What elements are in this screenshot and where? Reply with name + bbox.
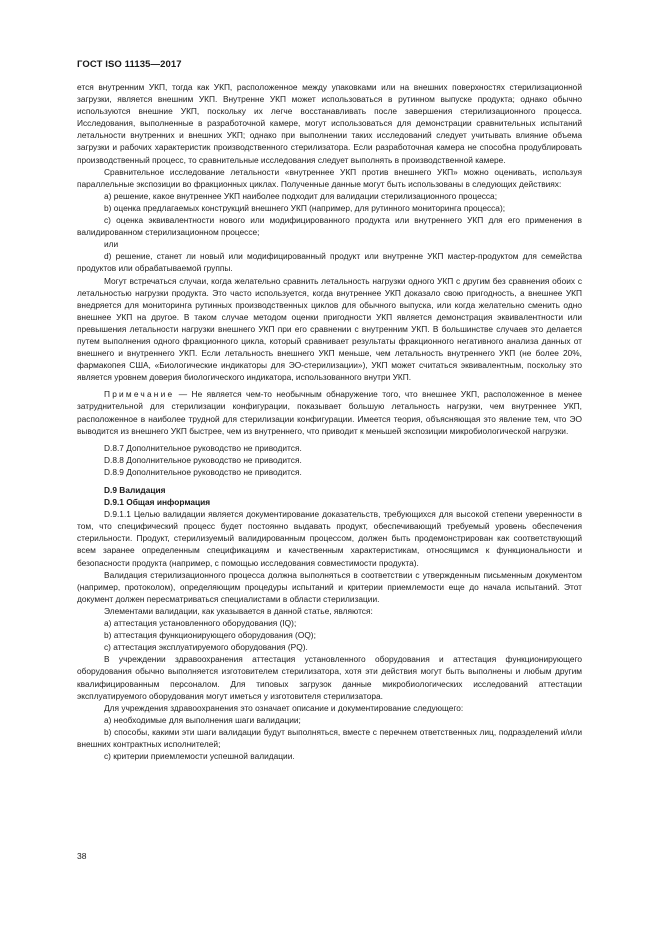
section-line: D.8.9 Дополнительное руководство не приводится.	[104, 466, 302, 477]
paragraph: ется внутренним УКП, тогда как УКП, расположенное между упаковками или на внешних поверхностях стерилизационной загрузки, является внешним УКП. Внутренне УКП может использоваться в рутинном выпуске продукта; однако обычно используются внешние УКП, поскольку их легче восстанавливать после завершения стерилизационного процесса. Исследования, выполненные в разработочной камере, могут использоваться для демонстрации сравнительных испытаний летальности внутренних и внешних УКП; однако при выполнении таких исследований следует учитывать влияние объема загрузки и рабочих характеристик производственного стерилизатора. Если разработочная камера не способна продублировать производственный процесс, то сравнительные исследования следует выполнять в производственной камере.	[77, 82, 582, 165]
page-number: 38	[77, 851, 87, 861]
list-connector: или	[104, 239, 119, 250]
list-item: b) способы, какими эти шаги валидации будут выполняться, вместе с перечнем ответственных лиц, подразделений и/или внешних контрактных исполнителей;	[77, 726, 582, 749]
list-item: c) аттестация эксплуатируемого оборудования (PQ).	[104, 642, 308, 653]
section-line: D.8.8 Дополнительное руководство не приводится.	[104, 454, 302, 465]
list-item: c) критерии приемлемости успешной валидации.	[104, 751, 295, 762]
subsection-heading: D.9.1 Общая информация	[104, 497, 211, 508]
list-item: a) аттестация установленного оборудования (IQ);	[104, 618, 297, 629]
document-header: ГОСТ ISO 11135—2017	[77, 59, 182, 70]
paragraph: Для учреждения здравоохранения это означает описание и документирование следующего:	[104, 702, 464, 713]
paragraph: В учреждении здравоохранения аттестация установленного оборудования и аттестация функционирующего оборудования обычно выполняется изготовителем стерилизатора, хотя эти действия могут быть выполнены и любым другим квалифицированным персоналом. Для типовых загрузок данные микробиологических исследований аттестации эксплуатируемого оборудования могут иметься у изготовителя стерилизатора.	[77, 654, 582, 701]
page-content	[77, 81, 582, 762]
paragraph: Валидация стерилизационного процесса должна выполняться в соответствии с утвержденным письменным документом (например, протоколом), определяющим процедуры испытаний и критерии приемлемости еще до начала испытаний. Этот документ должен пересматриваться специалистами в области стерилизации.	[77, 569, 582, 604]
list-item: a) необходимые для выполнения шаги валидации;	[104, 714, 301, 725]
paragraph: Элементами валидации, как указывается в данной статье, являются:	[104, 605, 373, 616]
paragraph: D.9.1.1 Целью валидации является документирование доказательств, требующихся для высокой степени уверенности в том, что специфический процесс будет постоянно выдавать продукт, обеспечивающий требуемый уровень обеспечения стерильности. Продукт, стерилизуемый валидированным процессом, должен быть продемонстрирован как соответствующий всем заранее определенным спецификациям и качественным характеристикам, относящимся к функциональности и безопасности продукта (например, с помощью исследования совместимости продукта).	[77, 509, 582, 568]
section-line: D.8.7 Дополнительное руководство не приводится.	[104, 442, 302, 453]
note-text: — Не является чем-то необычным обнаружение того, что внешнее УКП, расположенное в менее затруднительной для стерилизации конфигурации, показывает большую летальность нагрузки, чем внутреннее УКП, расположенное в наиболее трудной для стерилизации конфигурации. Имеется теория, объясняющая это явление тем, что ЭО выводится из внешнего УКП быстрее, чем из внутреннего, что приводит к меньшей экспозиции микробиологической нагрузки.	[77, 389, 582, 436]
section-heading: D.9 Валидация	[104, 485, 166, 495]
paragraph: Могут встречаться случаи, когда желательно сравнить летальность нагрузки одного УКП с другим без сравнения обоих с летальностью нагрузки продукта. Это часто используется, когда внутреннее УКП доказало свою пригодность, а внешнее УКП внедряется для мониторинга рутинных производственных циклов для обычного выпуска, или когда желательно сменить одно внешнее УКП на другое. В таком случае методом оценки пригодности УКП является демонстрация эквивалентности или превышения летальности нагрузки внешнего УКП при его сравнении с внутренним УКП. В большинстве случаев это делается путем выполнения одного фракционного цикла, который сравнивает результаты фракционного негативного анализа данных от внешнего и внутреннего УКП. Если летальность внешнего УКП меньше, чем летальность внутреннего УКП (не более 20%, фармакопея США, «Биологические индикаторы для ЭО-стерилизации»), УКП может считаться эквивалентным, поскольку это является уровнем доверия биологического индикатора, использованного внутри УКП.	[77, 275, 582, 383]
list-item: a) решение, какое внутреннее УКП наиболее подходит для валидации стерилизационного процесса;	[104, 190, 498, 201]
list-item: b) аттестация функционирующего оборудования (OQ);	[104, 630, 316, 641]
list-item: b) оценка предлагаемых конструкций внешнего УКП (например, для рутинного мониторинга процесса);	[104, 202, 506, 213]
paragraph: Сравнительное исследование летальности «внутреннее УКП против внешнего УКП» можно оценивать, используя параллельные экспозиции во фракционных циклах. Полученные данные могут быть использованы в следующих действиях:	[77, 166, 582, 189]
note	[77, 388, 582, 436]
list-item: c) оценка эквивалентности нового или модифицированного продукта или внутреннего УКП для его применения в валидированном стерилизационном процессе;	[77, 215, 582, 238]
note-label: Примечание	[104, 389, 175, 400]
list-item: d) решение, станет ли новый или модифицированный продукт или внутренне УКП мастер-продуктом для семейства продуктов или обрабатываемой группы.	[77, 251, 582, 274]
